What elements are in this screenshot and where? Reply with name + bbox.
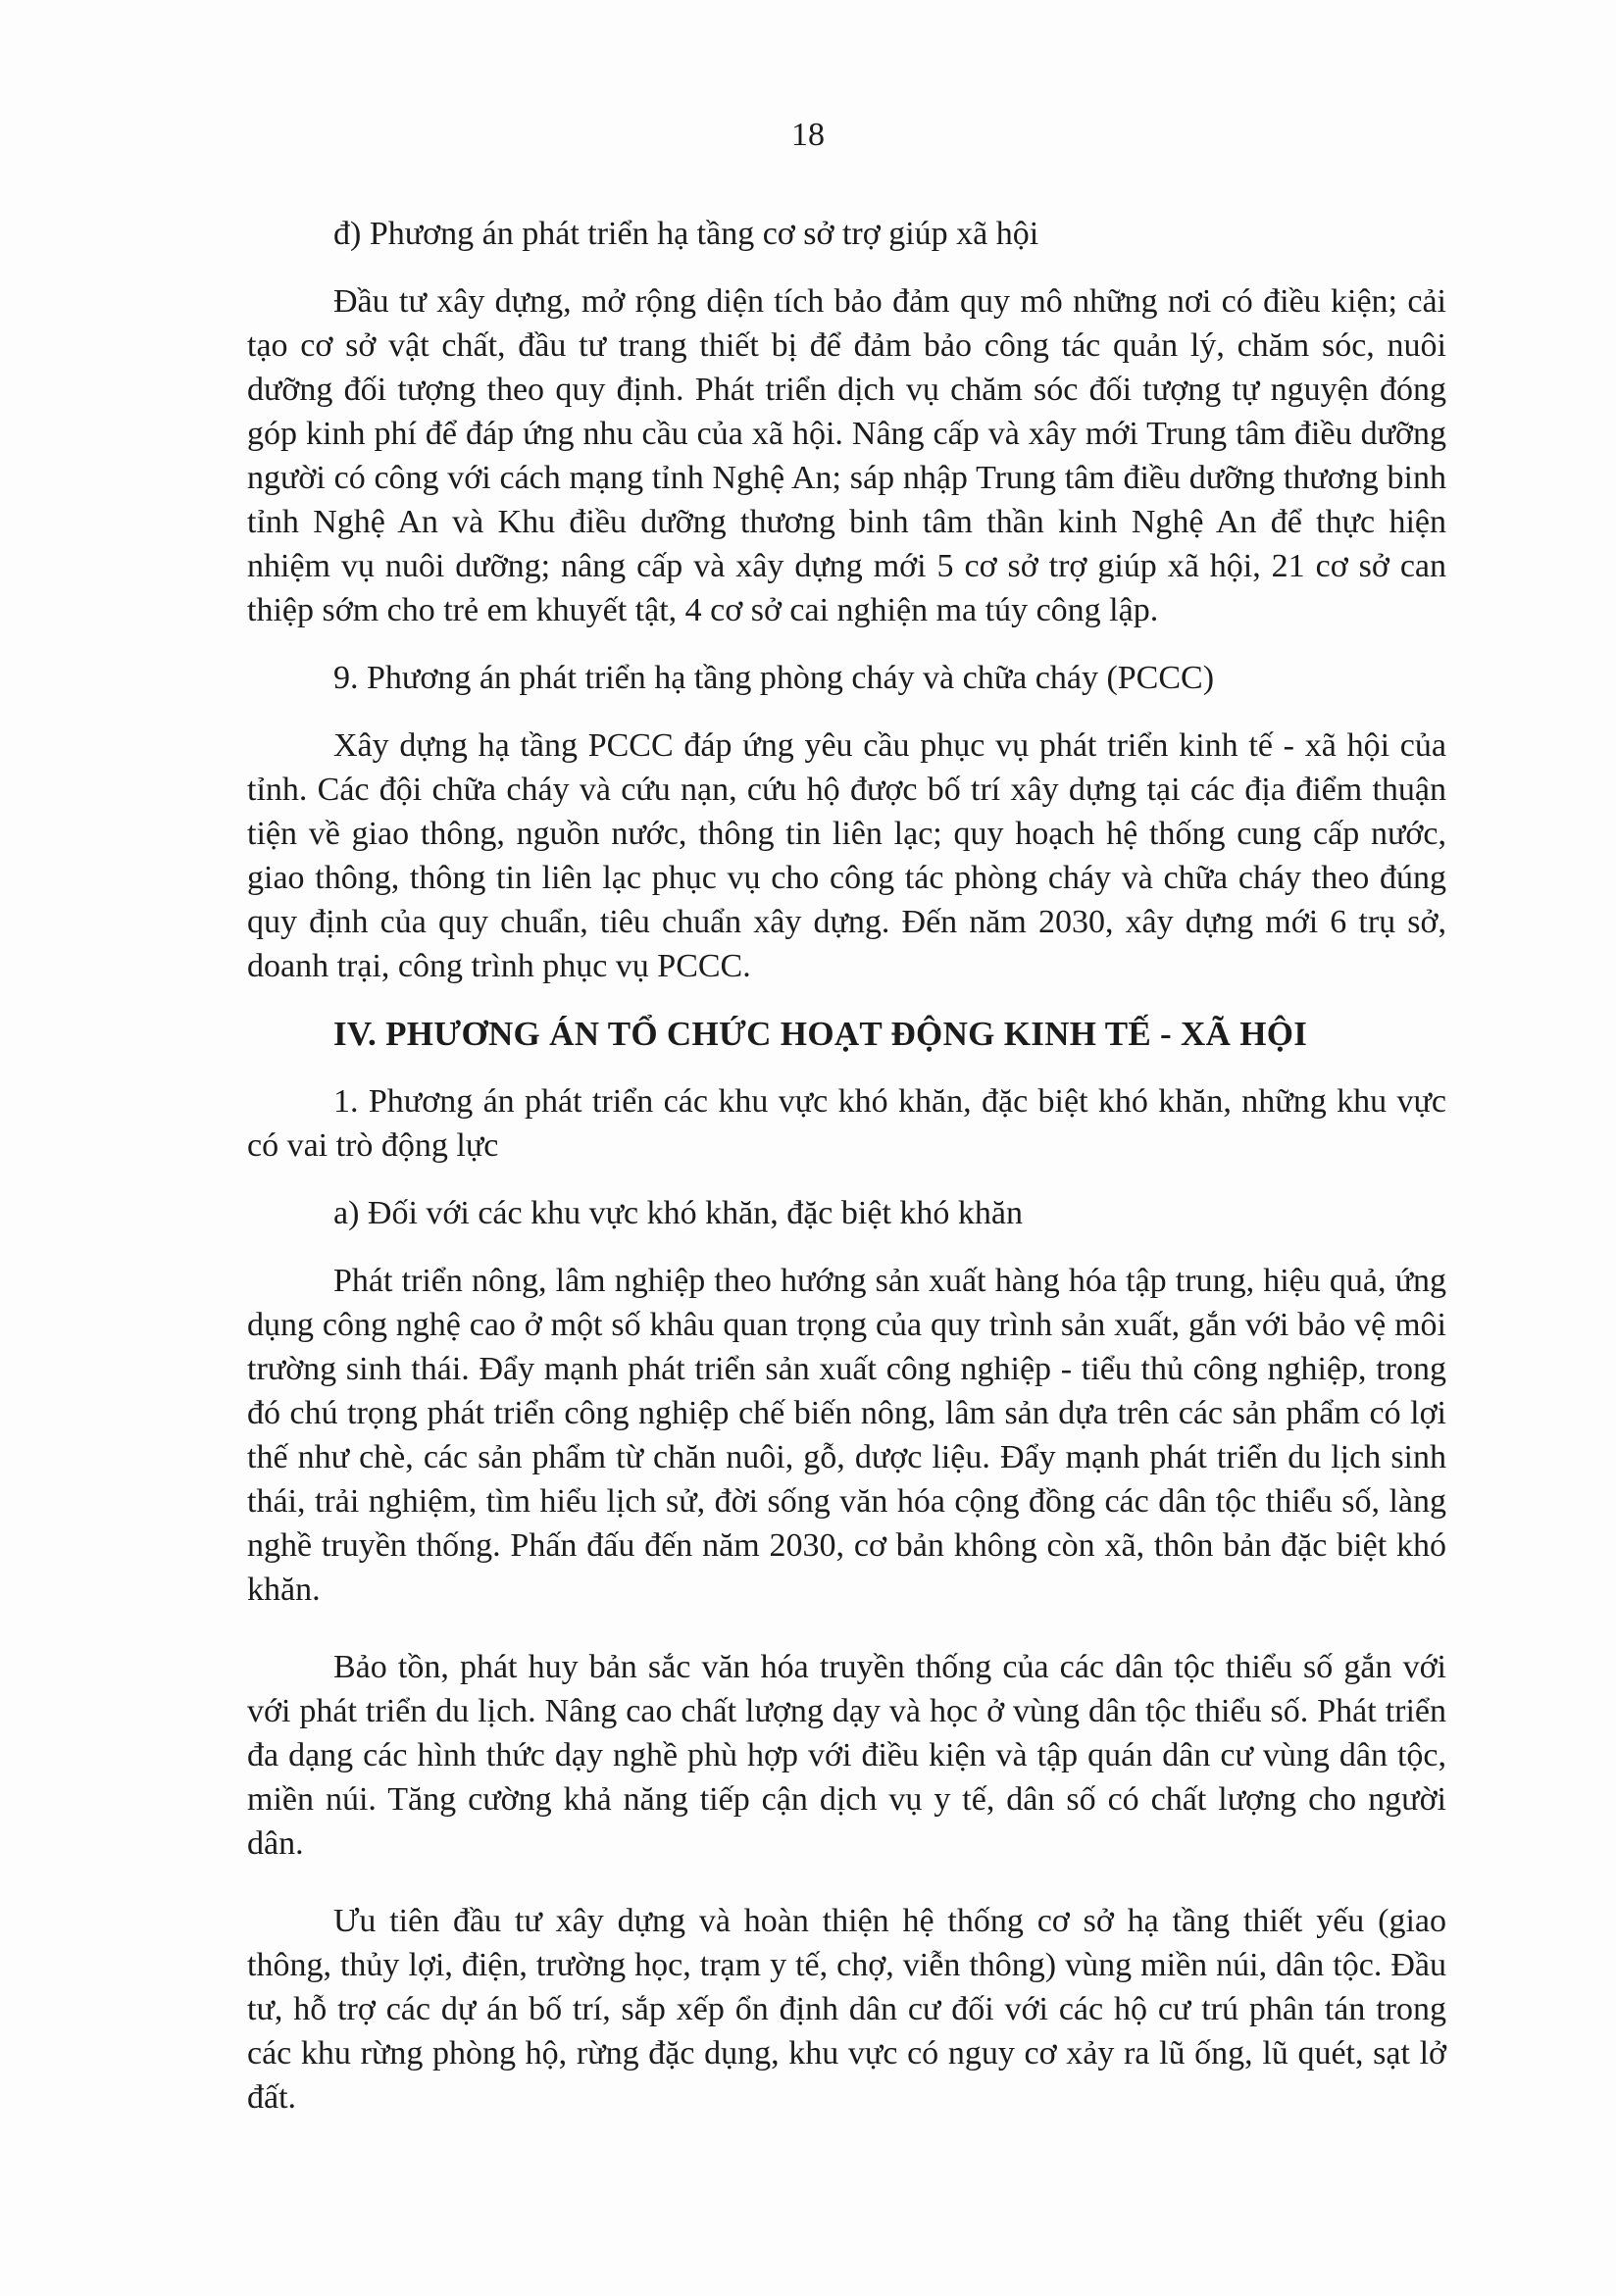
section-d-heading: đ) Phương án phát triển hạ tầng cơ sở trợ giúp xã hội [333,216,1039,252]
item-a-paragraph-2: Bảo tồn, phát huy bản sắc văn hóa truyền thống của các dân tộc thiểu số gắn với với phát triển du lịch. Nâng cao chất lượng dạy và học ở vùng dân tộc thiểu số. Phát triển đa dạng các hình thức dạy nghề phù hợp với điều kiện và tập quán dân cư vùng dân tộc, miền núi. Tăng cường khả năng tiếp cận dịch vụ y tế, dân số có chất lượng cho người dân. [247,1649,1446,1862]
page-number: 18 [791,117,825,153]
part-iv-heading: IV. PHƯƠNG ÁN TỔ CHỨC HOẠT ĐỘNG KINH TẾ - XÃ HỘI [333,1015,1308,1053]
item-a-paragraph-1: Phát triển nông, lâm nghiệp theo hướng sản xuất hàng hóa tập trung, hiệu quả, ứng dụng công nghệ cao ở một số khâu quan trọng của quy trình sản xuất, gắn với bảo vệ môi trường sinh thái. Đẩy mạnh phát triển sản xuất công nghiệp - tiểu thủ công nghiệp, trong đó chú trọng phát triển công nghiệp chế biến nông, lâm sản dựa trên các sản phẩm có lợi thế như chè, các sản phẩm từ chăn nuôi, gỗ, dược liệu. Đẩy mạnh phát triển du lịch sinh thái, trải nghiệm, tìm hiểu lịch sử, đời sống văn hóa cộng đồng các dân tộc thiểu số, làng nghề truyền thống. Phấn đấu đến năm 2030, cơ bản không còn xã, thôn bản đặc biệt khó khăn. [247,1263,1446,1608]
item-a-heading: a) Đối với các khu vực khó khăn, đặc biệt khó khăn [333,1195,1023,1231]
document-body [247,212,1446,2120]
section-9-heading: 9. Phương án phát triển hạ tầng phòng cháy và chữa cháy (PCCC) [333,660,1215,696]
item-1-heading: 1. Phương án phát triển các khu vực khó khăn, đặc biệt khó khăn, những khu vực có vai trò động lực [247,1083,1446,1164]
item-a-paragraph-3: Ưu tiên đầu tư xây dựng và hoàn thiện hệ thống cơ sở hạ tầng thiết yếu (giao thông, thủy lợi, điện, trường học, trạm y tế, chợ, viễn thông) vùng miền núi, dân tộc. Đầu tư, hỗ trợ các dự án bố trí, sắp xếp ổn định dân cư đối với các hộ cư trú phân tán trong các khu rừng phòng hộ, rừng đặc dụng, khu vực có nguy cơ xảy ra lũ ống, lũ quét, sạt lở đất. [247,1903,1446,2116]
section-d-paragraph: Đầu tư xây dựng, mở rộng diện tích bảo đảm quy mô những nơi có điều kiện; cải tạo cơ sở vật chất, đầu tư trang thiết bị để đảm bảo công tác quản lý, chăm sóc, nuôi dưỡng đối tượng theo quy định. Phát triển dịch vụ chăm sóc đối tượng tự nguyện đóng góp kinh phí để đáp ứng nhu cầu của xã hội. Nâng cấp và xây mới Trung tâm điều dưỡng người có công với cách mạng tỉnh Nghệ An; sáp nhập Trung tâm điều dưỡng thương binh tỉnh Nghệ An và Khu điều dưỡng thương binh tâm thần kinh Nghệ An để thực hiện nhiệm vụ nuôi dưỡng; nâng cấp và xây dựng mới 5 cơ sở trợ giúp xã hội, 21 cơ sở can thiệp sớm cho trẻ em khuyết tật, 4 cơ sở cai nghiện ma túy công lập. [247,283,1446,628]
section-9-paragraph: Xây dựng hạ tầng PCCC đáp ứng yêu cầu phục vụ phát triển kinh tế - xã hội của tỉnh. Các đội chữa cháy và cứu nạn, cứu hộ được bố trí xây dựng tại các địa điểm thuận tiện về giao thông, nguồn nước, thông tin liên lạc; quy hoạch hệ thống cung cấp nước, giao thông, thông tin liên lạc phục vụ cho công tác phòng cháy và chữa cháy theo đúng quy định của quy chuẩn, tiêu chuẩn xây dựng. Đến năm 2030, xây dựng mới 6 trụ sở, doanh trại, công trình phục vụ PCCC. [247,727,1446,984]
